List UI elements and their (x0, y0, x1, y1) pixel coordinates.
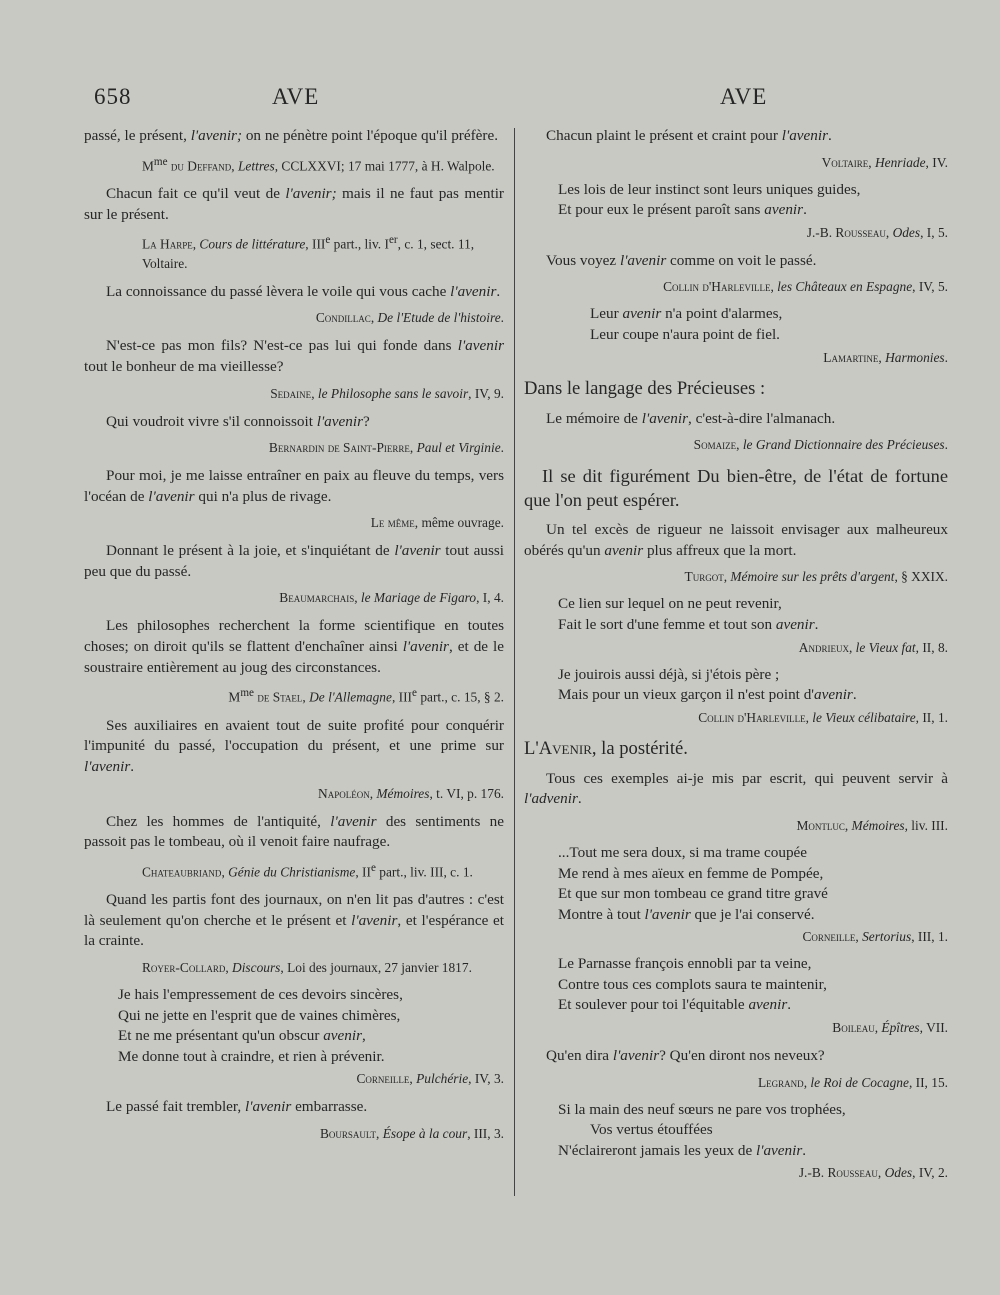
quotation-text: La connoissance du passé lèvera le voile qui vous cache l'avenir. (106, 282, 501, 300)
quotation-text: Les philosophes recherchent la forme scientifique en toutes choses; on diroit qu'ils se flattent d'enchaîner ainsi l'avenir, et de le soustraire entièrement au joug des circonstances. (84, 617, 504, 676)
citation-source: Legrand, le Roi de Cocagne, II, 15. (758, 1074, 948, 1090)
quotation-text: Tous ces exemples ai-je mis par escrit, qui peuvent servir à l'advenir. (524, 769, 948, 808)
quotation-text: passé, le présent, l'avenir; on ne pénètre point l'époque qu'il préfère. (84, 127, 499, 144)
verse-line: Contre tous ces complots saura te maintenir, (558, 975, 827, 993)
quotation-text: Chacun plaint le présent et craint pour l'avenir. (546, 127, 832, 144)
verse-line: Me donne tout à craindre, et rien à prévenir. (118, 1047, 385, 1065)
verse-line: Mais pour un vieux garçon il n'est point d'avenir. (558, 686, 857, 704)
quotation-text: Pour moi, je me laisse entraîner en paix au fleuve du temps, vers l'océan de l'avenir qui n'a plus de rivage. (84, 467, 504, 505)
citation-source: Condillac, De l'Etude de l'histoire. (315, 310, 504, 326)
citation-source: $M^{me}$ du Deffand, Lettres, CCLXXVI; 17 mai 1777, à H. Walpole. (142, 155, 495, 174)
verse-line: Ce lien sur lequel on ne peut revenir, (558, 595, 782, 613)
citation-source: Turgot, Mémoire sur les prêts d'argent, § XXIX. (684, 569, 948, 585)
quotation-text: Qui voudroit vivre s'il connoissoit l'avenir? (106, 412, 370, 430)
quotation-text: Ses auxiliaires en avaient tout de suite profité pour conquérir l'impunité du passé, l'occupation du présent, et une prime sur l'avenir. (84, 716, 504, 775)
verse-line: N'éclaireront jamais les yeux de l'avenir. (558, 1141, 807, 1159)
quotation-text: Qu'en dira l'avenir? Qu'en diront nos neveux? (546, 1047, 825, 1065)
quotation-text: Quand les partis font des journaux, on n'en lit pas d'autres : c'est là seulement qu'on cherche et le présent et l'avenir, et l'espérance et la crainte. (84, 891, 504, 950)
verse-line: Vos vertus étouffées (590, 1121, 713, 1139)
verse-line: Leur avenir n'a point d'alarmes, (590, 305, 783, 323)
verse-line: Je jouirois aussi déjà, si j'étois père ; (558, 665, 780, 683)
quotation-text: Donnant le présent à la joie, et s'inquiétant de l'avenir tout aussi peu que du passé. (84, 542, 504, 580)
citation-source: Boileau, Épîtres, VII. (832, 1020, 948, 1036)
citation-source: Chateaubriand, Génie du Christianisme, IIe part., liv. III, c. 1. (142, 861, 473, 880)
right-column (524, 126, 948, 1191)
citation-source: J.-B. Rousseau, Odes, I, 5. (806, 224, 948, 240)
verse-line: Leur coupe n'aura point de fiel. (590, 325, 780, 343)
definition-text: Il se dit figurément Du bien-être, de l'état de fortune que l'on peut espérer. (524, 466, 948, 511)
page-number: 658 (94, 84, 132, 109)
citation-source: Voltaire, Henriade, IV. (821, 154, 948, 170)
verse-line: Et que sur mon tombeau ce grand titre gravé (558, 885, 828, 903)
citation-source: Montluc, Mémoires, liv. III. (796, 817, 948, 833)
citation-source: Corneille, Sertorius, III, 1. (802, 929, 948, 945)
citation-source: Collin d'Harleville, le Vieux célibataire, II, 1. (698, 709, 948, 725)
citation-source: Somaize, le Grand Dictionnaire des Précieuses. (693, 437, 948, 453)
column-divider (514, 128, 515, 1196)
verse-line: Et ne me présentant qu'un obscur avenir, (118, 1027, 366, 1045)
citation-source: La Harpe, Cours de littérature, IIIe part., liv. Ier, c. 1, sect. 11, Voltaire. (142, 234, 475, 271)
verse-line: ...Tout me sera doux, si ma trame coupée (558, 843, 808, 861)
citation-source: $M^{me}$ de Stael, De l'Allemagne, IIIe part., c. 15, § 2. (228, 687, 504, 705)
verse-line: Fait le sort d'une femme et tout son avenir. (558, 615, 819, 633)
citation-source: Sedaine, le Philosophe sans le savoir, IV, 9. (270, 385, 504, 401)
citation-source: Royer-Collard, Discours, Loi des journaux, 27 janvier 1817. (142, 959, 472, 975)
quotation-text: Vous voyez l'avenir comme on voit le passé. (546, 251, 817, 269)
right-running-head: AVE (720, 84, 768, 109)
left-running-head: AVE (272, 84, 320, 109)
quotation-text: Un tel excès de rigueur ne laissoit envisager aux malheureux obérés qu'un avenir plus affreux que la mort. (524, 521, 948, 559)
verse-line: Me rend à mes aïeux en femme de Pompée, (558, 864, 824, 882)
citation-source: Boursault, Ésope à la cour, III, 3. (319, 1125, 504, 1141)
quotation-text: Chacun fait ce qu'il veut de l'avenir; mais il ne faut pas mentir sur le présent. (84, 185, 504, 223)
quotation-text: Le passé fait trembler, l'avenir embarrasse. (106, 1098, 368, 1116)
left-column (84, 126, 504, 1152)
citation-source: J.-B. Rousseau, Odes, IV, 2. (798, 1165, 948, 1181)
verse-line: Qui ne jette en l'esprit que de vaines chimères, (118, 1006, 401, 1024)
citation-source: Andrieux, le Vieux fat, II, 8. (798, 639, 948, 655)
citation-source: Le même, même ouvrage. (370, 515, 504, 531)
verse-line: Et pour eux le présent paroît sans avenir. (558, 201, 807, 219)
section-heading: L'Avenir, la postérité. (524, 737, 688, 759)
verse-line: Je hais l'empressement de ces devoirs sincères, (118, 985, 403, 1003)
quotation-text: Le mémoire de l'avenir, c'est-à-dire l'almanach. (546, 409, 836, 427)
verse-line: Les lois de leur instinct sont leurs uniques guides, (558, 180, 861, 198)
citation-source: Corneille, Pulchérie, IV, 3. (356, 1071, 504, 1087)
verse-line: Le Parnasse françois ennobli par ta veine, (558, 955, 812, 973)
citation-source: Napoléon, Mémoires, t. VI, p. 176. (318, 785, 504, 801)
citation-source: Bernardin de Saint-Pierre, Paul et Virginie. (268, 440, 504, 456)
citation-source: Beaumarchais, le Mariage de Figaro, I, 4. (279, 590, 504, 606)
verse-line: Et soulever pour toi l'équitable avenir. (558, 996, 792, 1014)
section-heading: Dans le langage des Précieuses : (524, 377, 766, 399)
quotation-text: N'est-ce pas mon fils? N'est-ce pas lui qui fonde dans l'avenir tout le bonheur de ma vieillesse? (84, 337, 504, 375)
citation-source: Lamartine, Harmonies. (823, 349, 948, 365)
quotation-text: Chez les hommes de l'antiquité, l'avenir des sentiments ne passoit pas le tombeau, où il venoit faire naufrage. (84, 812, 504, 851)
citation-source: Collin d'Harleville, les Châteaux en Espagne, IV, 5. (663, 279, 948, 295)
verse-line: Montre à tout l'avenir que je l'ai conservé. (558, 905, 815, 923)
verse-line: Si la main des neuf sœurs ne pare vos trophées, (558, 1100, 846, 1118)
